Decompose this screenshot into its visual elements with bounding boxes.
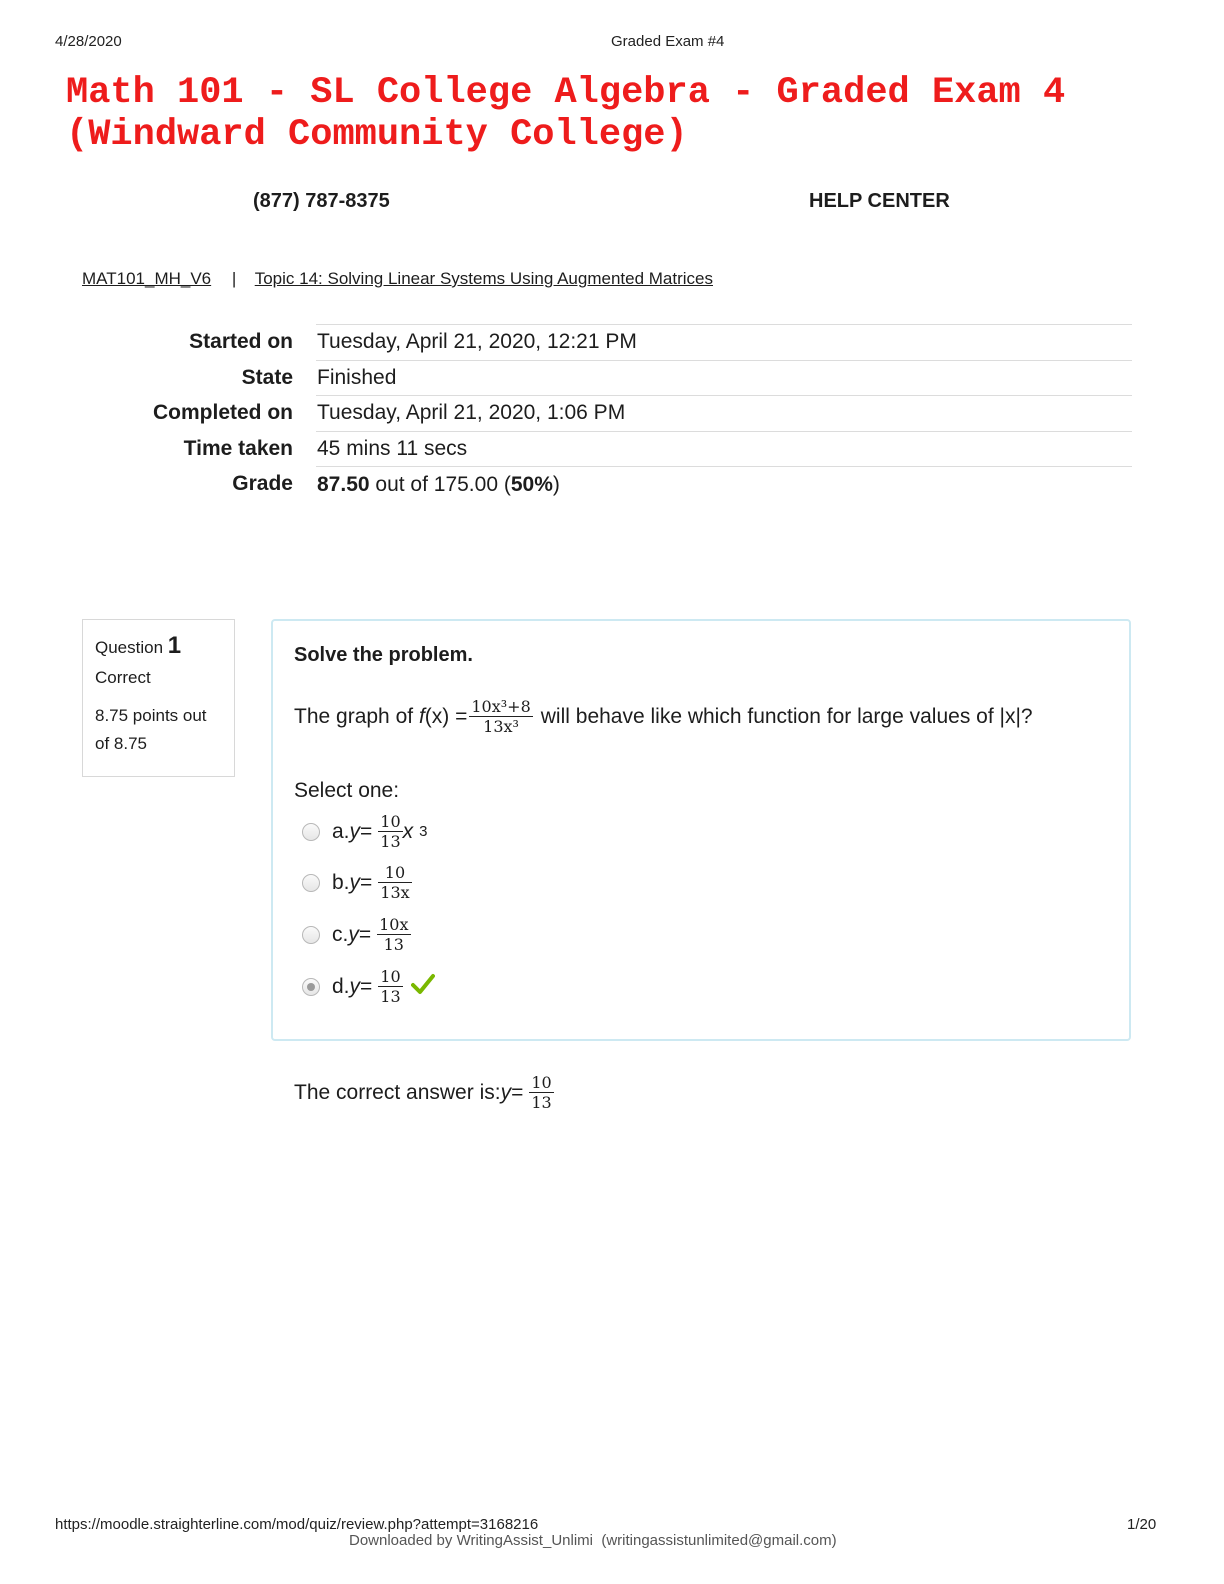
breadcrumb-separator: | xyxy=(231,269,237,288)
question-info-panel xyxy=(82,619,235,777)
question-label: Question xyxy=(95,638,164,657)
completed-value: Tuesday, April 21, 2020, 1:06 PM xyxy=(316,396,1132,432)
radio-c[interactable] xyxy=(302,926,320,944)
question-instruction: Solve the problem. xyxy=(294,644,473,666)
download-watermark: Downloaded by WritingAssist_Unlimi (writingassistunlimited@gmail.com) xyxy=(349,1532,837,1549)
option-a-letter: a. xyxy=(332,819,350,843)
option-d[interactable] xyxy=(302,967,435,1006)
grade-percent: 50% xyxy=(510,472,553,496)
feedback-var: y xyxy=(500,1080,512,1104)
option-d-var: y xyxy=(349,974,361,998)
radio-d[interactable] xyxy=(302,978,320,996)
prompt-suffix: will behave like which function for large values of |x|? xyxy=(540,704,1033,728)
started-value: Tuesday, April 21, 2020, 12:21 PM xyxy=(316,325,1132,361)
grade-out-of: out of 175.00 ( xyxy=(369,472,511,496)
option-b[interactable] xyxy=(302,863,412,902)
prompt-numerator: 10x³+8 xyxy=(471,697,531,716)
select-one-label: Select one: xyxy=(294,779,400,802)
prompt-fraction xyxy=(469,697,532,736)
option-c[interactable] xyxy=(302,915,411,954)
completed-label: Completed on xyxy=(153,401,293,425)
correct-check-icon xyxy=(411,971,435,1002)
option-c-fraction xyxy=(377,915,410,954)
feedback-eq: = xyxy=(511,1080,524,1104)
phone-link[interactable]: (877) 787-8375 xyxy=(253,190,390,212)
option-b-num: 10 xyxy=(378,863,411,883)
grade-close: ) xyxy=(552,472,560,496)
option-b-fraction xyxy=(378,863,411,902)
option-b-letter: b. xyxy=(332,870,350,894)
summary-row-completed xyxy=(82,396,1132,432)
option-a[interactable] xyxy=(302,812,427,851)
breadcrumb-course-link[interactable]: MAT101_MH_V6 xyxy=(82,269,212,288)
prompt-equals: (x) = xyxy=(424,704,468,728)
option-c-var: y xyxy=(348,922,359,946)
option-d-fraction xyxy=(378,967,402,1006)
option-c-letter: c. xyxy=(332,922,349,946)
grade-value xyxy=(316,467,1132,503)
state-label: State xyxy=(241,365,293,389)
option-a-x: x xyxy=(402,819,414,843)
document-title xyxy=(66,72,1166,156)
grade-score: 87.50 xyxy=(317,472,370,496)
feedback-fraction xyxy=(529,1073,553,1112)
summary-row-time xyxy=(82,431,1132,467)
option-d-letter: d. xyxy=(332,974,350,998)
question-prompt xyxy=(294,697,1033,736)
question-number: 1 xyxy=(167,632,182,659)
option-b-eq: = xyxy=(360,870,373,894)
option-a-eq: = xyxy=(360,819,373,843)
option-d-num: 10 xyxy=(380,967,401,986)
prompt-prefix: The graph of xyxy=(294,704,414,728)
print-url: https://moodle.straighterline.com/mod/quiz/review.php?attempt=3168216 xyxy=(55,1516,539,1533)
option-a-exponent: 3 xyxy=(419,823,428,840)
feedback-prefix: The correct answer is: xyxy=(294,1080,501,1104)
attempt-summary-table xyxy=(82,324,1132,502)
help-center-link[interactable]: HELP CENTER xyxy=(809,190,950,212)
option-d-den: 13 xyxy=(380,987,401,1006)
option-c-den: 13 xyxy=(383,935,404,954)
print-date: 4/28/2020 xyxy=(55,33,122,50)
document-title-line2: (Windward Community College) xyxy=(66,114,688,156)
summary-row-started xyxy=(82,325,1132,361)
time-taken-label: Time taken xyxy=(183,436,293,460)
print-page-number: 1/20 xyxy=(1127,1516,1157,1533)
option-a-num: 10 xyxy=(380,812,401,831)
correct-answer-feedback xyxy=(294,1073,554,1112)
option-c-eq: = xyxy=(358,922,372,946)
question-status: Correct xyxy=(95,668,151,687)
option-c-num: 10x xyxy=(379,915,409,934)
prompt-function-name: f xyxy=(418,704,425,728)
option-a-fraction xyxy=(378,812,402,851)
radio-a[interactable] xyxy=(302,823,320,841)
option-a-var: y xyxy=(349,819,361,843)
option-a-den: 13 xyxy=(380,832,401,851)
started-label: Started on xyxy=(189,330,293,354)
radio-b[interactable] xyxy=(302,874,320,892)
state-value: Finished xyxy=(316,360,1132,396)
feedback-num: 10 xyxy=(531,1073,552,1092)
summary-row-state xyxy=(82,360,1132,396)
time-taken-value: 45 mins 11 secs xyxy=(316,431,1132,467)
summary-row-grade xyxy=(82,467,1132,503)
document-title-line1: Math 101 - SL College Algebra - Graded Exam 4 xyxy=(66,72,1066,114)
breadcrumb-topic-link[interactable]: Topic 14: Solving Linear Systems Using Augmented Matrices xyxy=(254,269,713,288)
feedback-den: 13 xyxy=(531,1093,552,1112)
grade-label: Grade xyxy=(232,472,293,496)
print-page-title: Graded Exam #4 xyxy=(611,33,725,50)
question-points: 8.75 points out of 8.75 xyxy=(95,706,207,753)
breadcrumb xyxy=(82,269,713,289)
option-d-eq: = xyxy=(360,974,373,998)
option-b-den: 13x xyxy=(380,883,410,902)
option-b-var: y xyxy=(349,870,361,894)
prompt-denominator: 13x³ xyxy=(483,717,519,736)
